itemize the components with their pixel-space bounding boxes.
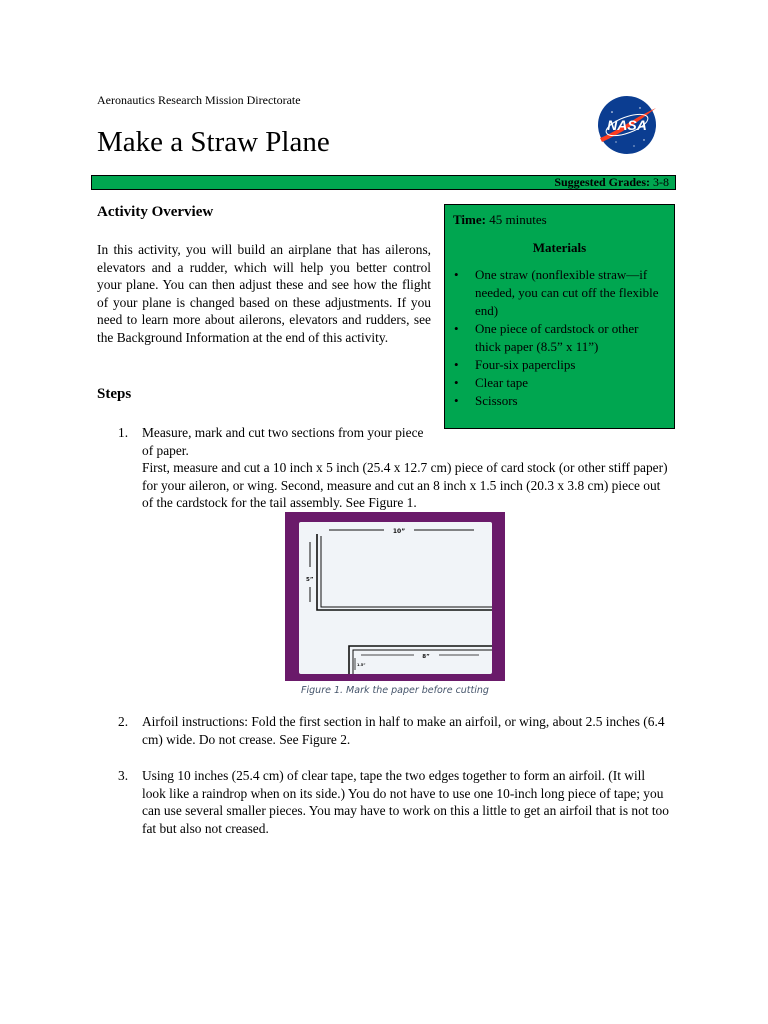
time-label: Time: [453, 212, 486, 227]
steps-heading: Steps [97, 386, 132, 402]
directorate-label: Aeronautics Research Mission Directorate [97, 93, 301, 107]
step-2-text: Airfoil instructions: Fold the first section in half to make an airfoil, or wing, about 2.5 inches (6.4 cm) wide. Do not crease. See Figure 2. [142, 714, 665, 747]
activity-overview-heading: Activity Overview [97, 204, 214, 220]
material-item: • Clear tape [453, 374, 666, 392]
grades-label: Suggested Grades: [554, 175, 650, 189]
step-1-intro: Measure, mark and cut two sections from your piece of paper. [142, 425, 424, 458]
material-item: • One straw (nonflexible straw—if needed, you can cut off the flexible end) [453, 266, 666, 320]
grades-value: 3-8 [653, 175, 669, 189]
step-number: 1. [118, 425, 129, 440]
nasa-logo-text: NASA [607, 117, 647, 133]
material-item: • Scissors [453, 392, 666, 410]
nasa-logo [594, 94, 660, 156]
page-title: Make a Straw Plane [97, 126, 330, 158]
step-1-detail: First, measure and cut a 10 inch x 5 inch (25.4 x 12.7 cm) piece of card stock (or other stiff paper) for your aileron, or wing. Second, measure and cut an 8 inch x 1.5 inch (20.3 x 3.8 cm) piece out of the cardstock for the tail assembly. See Figure 1. [142, 460, 668, 510]
step-number: 2. [118, 714, 129, 729]
activity-overview-text: In this activity, you will build an airplane that has ailerons, elevators and a rudder, which will help you better control your plane. You can then adjust these and see how the flight of your plane is changed based on these adjustments. If you need to learn more about ailerons, elevators and rudders, see the Background Information at the end of this activity. [97, 242, 431, 345]
time-line [453, 212, 666, 228]
figure-1-photo [285, 512, 505, 681]
dimension-label: 5” [306, 577, 314, 583]
materials-heading: Materials [532, 240, 587, 255]
paper-sheet [299, 522, 492, 674]
dimension-label: 10” [392, 528, 406, 535]
dimension-label: 8” [422, 654, 430, 660]
step-number: 3. [118, 768, 129, 783]
step-1 [118, 424, 672, 512]
material-item: • Four-six paperclips [453, 356, 666, 374]
step-2 [118, 713, 672, 748]
step-3-text: Using 10 inches (25.4 cm) of clear tape, tape the two edges together to form an airfoil. (It will look like a raindrop when on its side.) You do not have to use one 10-inch long piece of tape; you can use several smaller pieces. You may have to work on this a little to get an airfoil that is not too fat but also not creased. [142, 768, 669, 836]
step-3 [118, 767, 672, 837]
time-value: 45 minutes [489, 212, 547, 227]
figure-1-caption: Figure 1. Mark the paper before cutting [301, 685, 489, 696]
paper-markings [299, 522, 492, 674]
materials-box [444, 204, 675, 429]
materials-list [453, 266, 666, 410]
suggested-grades-bar [91, 175, 676, 190]
dimension-label: 1.5” [357, 663, 366, 667]
material-item: • One piece of cardstock or other thick paper (8.5” x 11”) [453, 320, 666, 356]
